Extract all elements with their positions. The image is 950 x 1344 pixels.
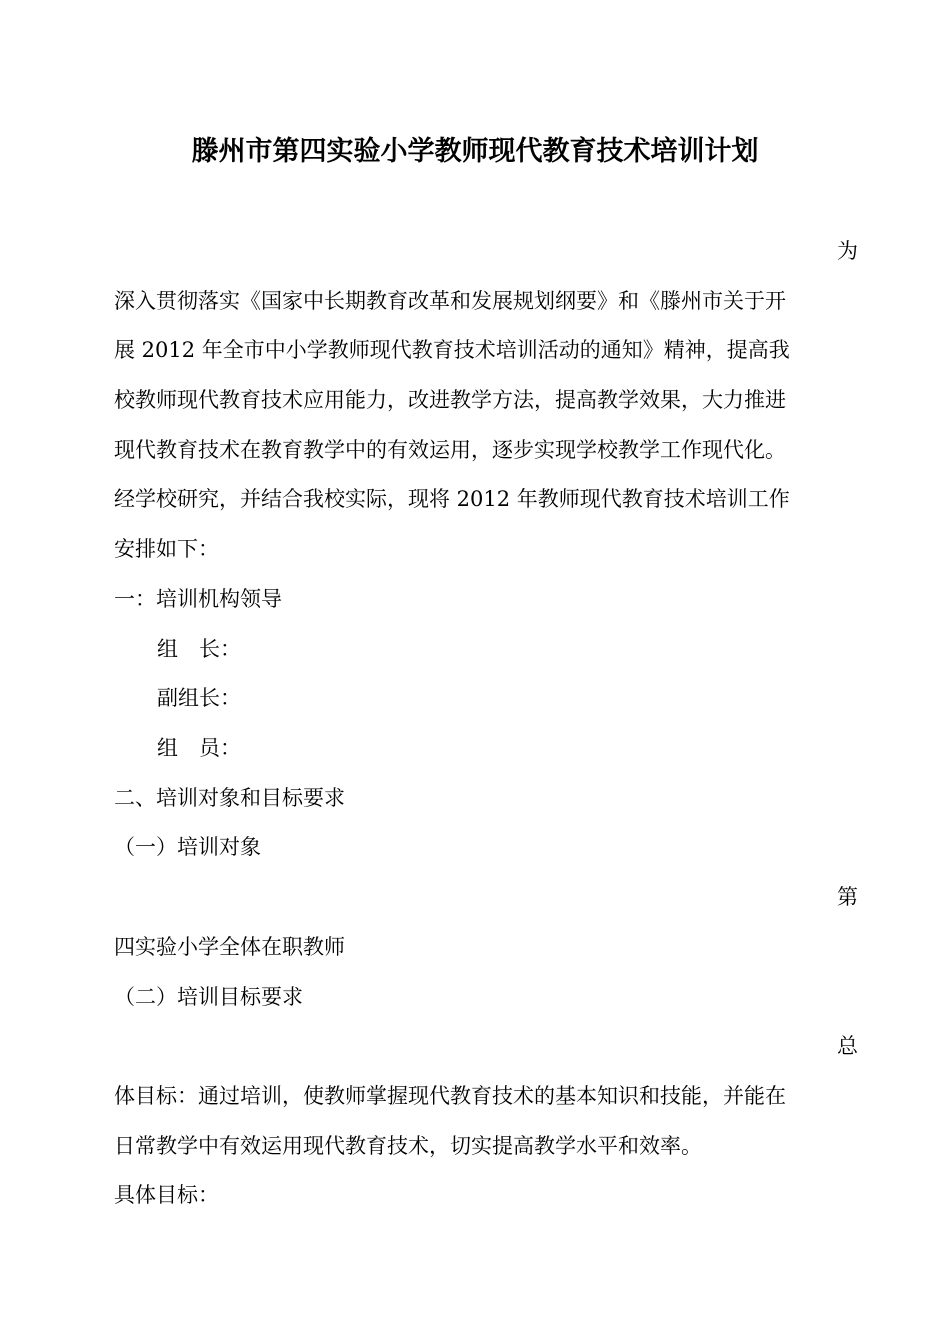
specific-goals-label: 具体目标： <box>114 1183 219 1207</box>
intro-line: 现代教育技术在教育教学中的有效运用，逐步实现学校教学工作现代化。 <box>114 438 786 462</box>
subsection2-line: 日常教学中有效运用现代教育技术，切实提高教学水平和效率。 <box>114 1134 702 1158</box>
subsection1-text: 四实验小学全体在职教师 <box>114 935 345 959</box>
intro-line: 深入贯彻落实《国家中长期教育改革和发展规划纲要》和《滕州市关于开 <box>114 289 786 313</box>
section2-heading: 二、培训对象和目标要求 <box>114 786 345 810</box>
members-field: 组 员： <box>157 736 241 760</box>
deputy-leader-field: 副组长： <box>157 686 241 710</box>
document-title: 滕州市第四实验小学教师现代教育技术培训计划 <box>191 136 759 167</box>
intro-line: 校教师现代教育技术应用能力，改进教学方法，提高教学效果，大力推进 <box>114 388 786 412</box>
leader-field: 组 长： <box>157 637 241 661</box>
subsection-heading: （二）培训目标要求 <box>114 985 303 1009</box>
section1-heading: 一：培训机构领导 <box>114 587 282 611</box>
intro-line: 经学校研究，并结合我校实际，现将 2012 年教师现代教育技术培训工作 <box>114 487 790 511</box>
intro-line: 展 2012 年全市中小学教师现代教育技术培训活动的通知》精神，提高我 <box>114 338 790 362</box>
subsection-heading: （一）培训对象 <box>114 835 261 859</box>
intro-first-char: 为 <box>837 239 858 263</box>
subsection2-line: 体目标：通过培训，使教师掌握现代教育技术的基本知识和技能，并能在 <box>114 1084 786 1108</box>
intro-line: 安排如下： <box>114 537 219 561</box>
subsection1-first-char: 第 <box>837 885 858 909</box>
subsection2-first-char: 总 <box>837 1034 858 1058</box>
